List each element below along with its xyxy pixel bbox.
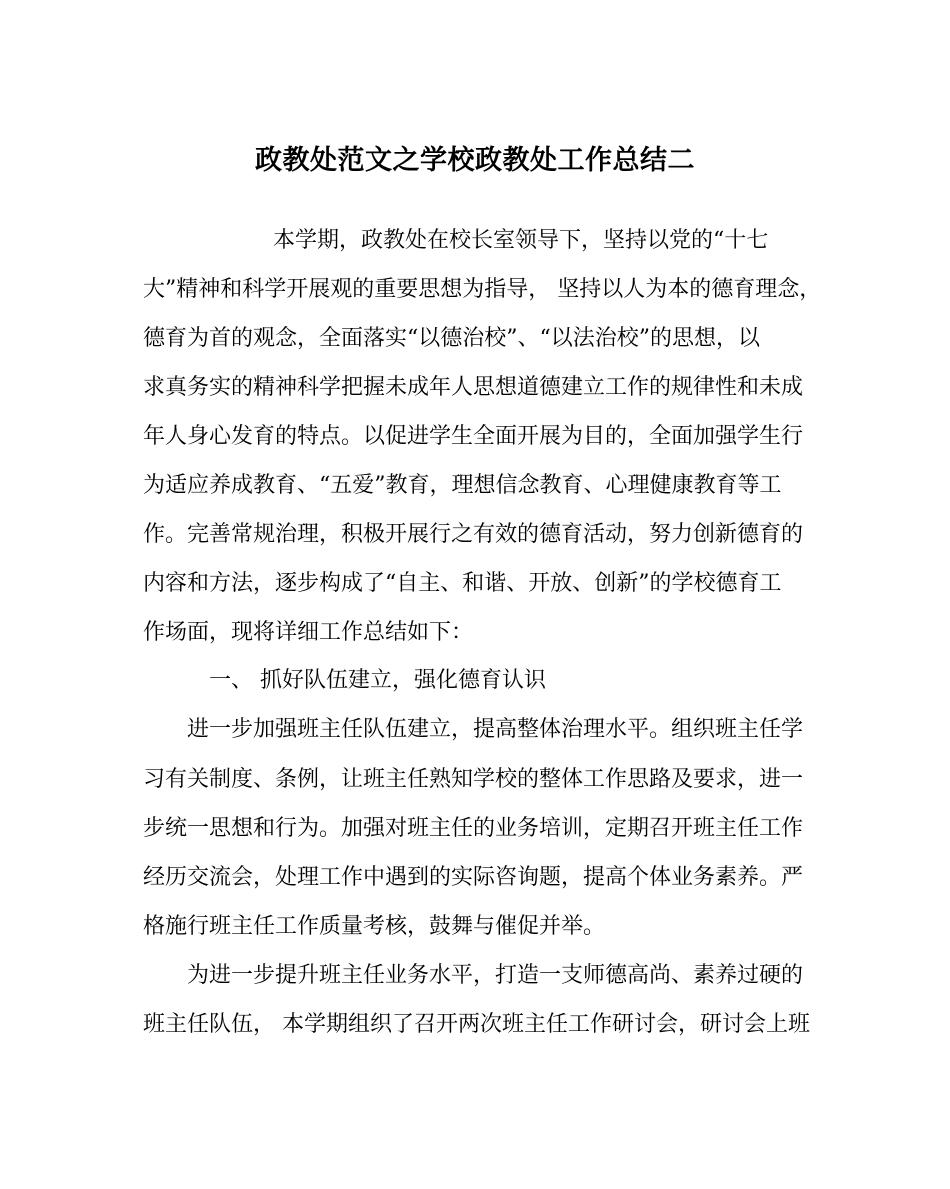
body-line: 进一步加强班主任队伍建立，提高整体治理水平。组织班主任学 xyxy=(187,717,804,742)
body-line: 经历交流会，处理工作中遇到的实际咨询题，提高个体业务素养。严 xyxy=(143,865,804,890)
body-line: 为适应养成教育、“五爱”教育，理想信念教育、心理健康教育等工 xyxy=(143,473,782,498)
body-line: 为进一步提升班主任业务水平，打造一支师德高尚、素养过硬的 xyxy=(187,963,804,988)
body-line: 作。完善常规治理，积极开展行之有效的德育活动，努力创新德育的 xyxy=(143,522,804,547)
body-line: 德育为首的观念，全面落实“以德治校”、“以法治校”的思想，以 xyxy=(143,326,760,351)
body-line: 求真务实的精神科学把握未成年人思想道德建立工作的规律性和未成 xyxy=(143,375,804,400)
body-line: 年人身心发育的特点。以促进学生全面开展为目的，全面加强学生行 xyxy=(143,424,804,449)
body-line: 习有关制度、条例，让班主任熟知学校的整体工作思路及要求，进一 xyxy=(143,767,804,792)
body-line: 步统一思想和行为。加强对班主任的业务培训，定期召开班主任工作 xyxy=(143,816,804,841)
body-line: 大”精神和科学开展观的重要思想为指导， 坚持以人为本的德育理念， xyxy=(143,277,822,302)
body-line: 作场面，现将详细工作总结如下： xyxy=(143,620,474,645)
section-heading: 一、 抓好队伍建立，强化德育认识 xyxy=(209,668,546,693)
document-title: 政教处范文之学校政教处工作总结二 xyxy=(255,145,695,176)
body-line: 格施行班主任工作质量考核，鼓舞与催促并举。 xyxy=(143,914,606,939)
body-line: 班主任队伍， 本学期组织了召开两次班主任工作研讨会，研讨会上班 xyxy=(143,1012,810,1037)
body-line: 本学期，政教处在校长室领导下，坚持以党的“十七 xyxy=(273,228,769,253)
body-line: 内容和方法，逐步构成了“自主、和谐、开放、创新”的学校德育工 xyxy=(143,571,782,596)
